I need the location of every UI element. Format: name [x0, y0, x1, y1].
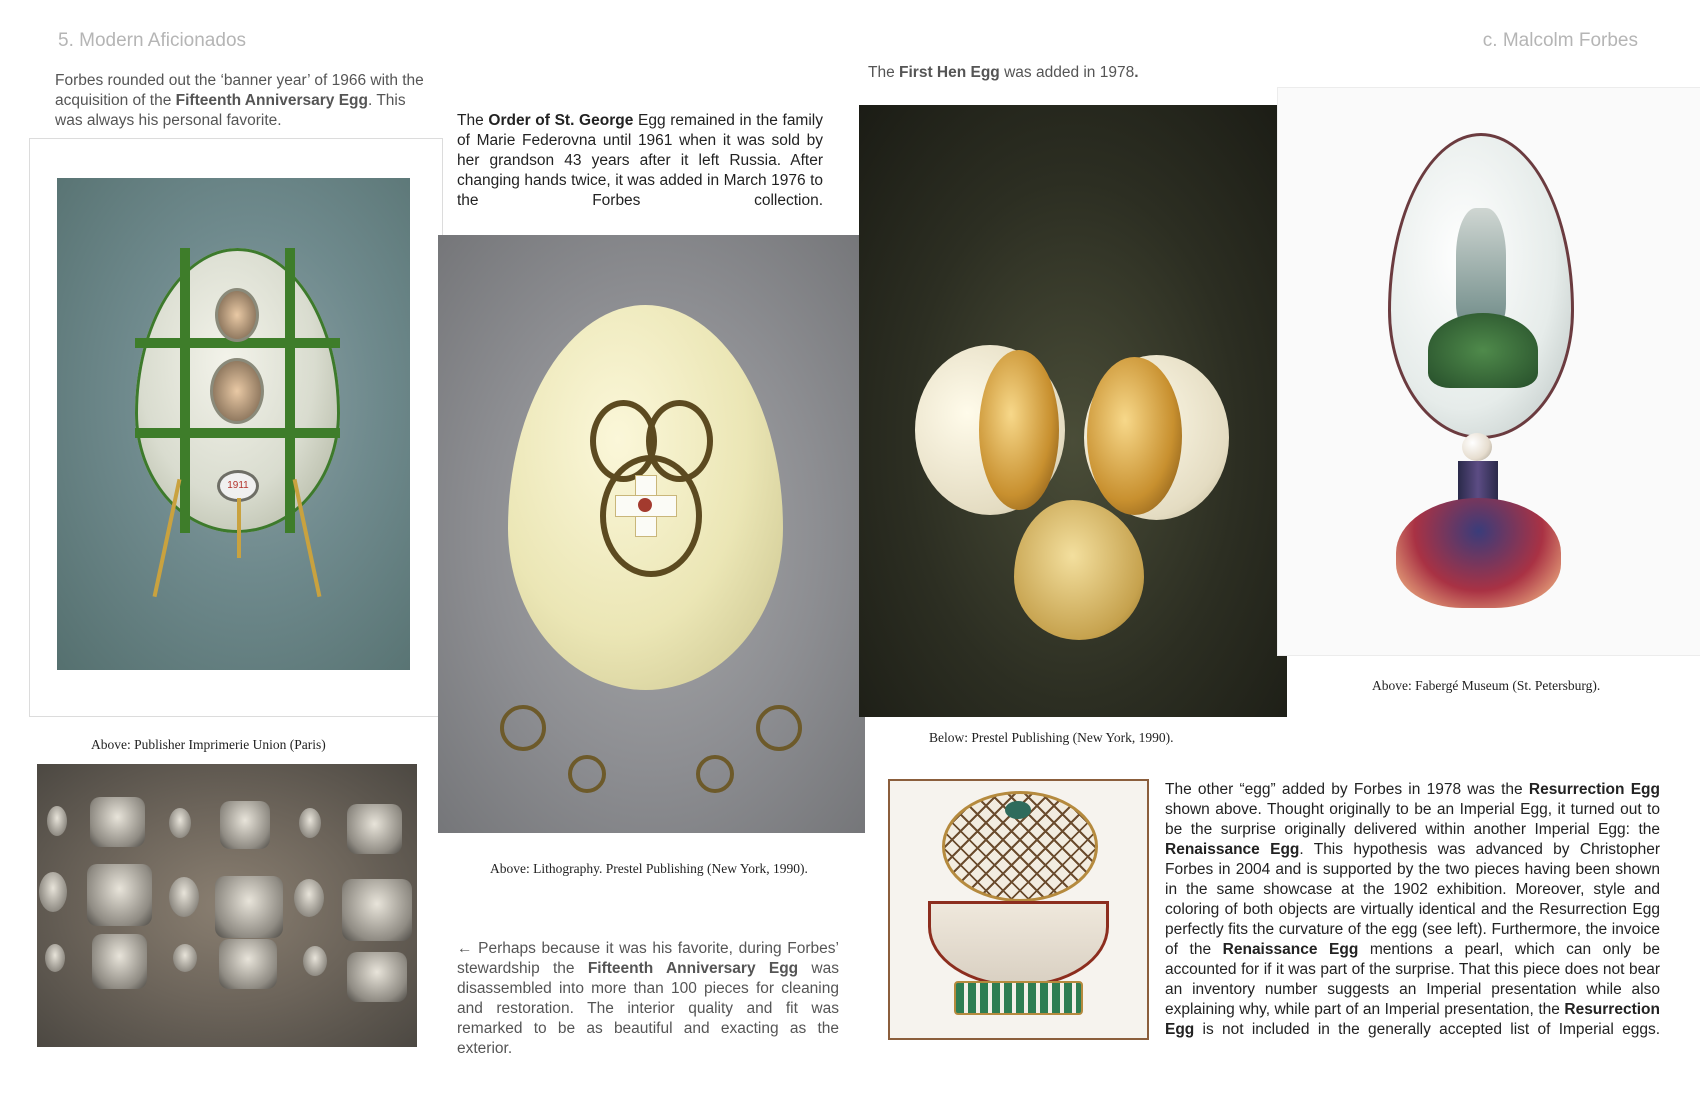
resurrection-egg-photo — [1277, 87, 1700, 656]
stand-scroll — [756, 705, 802, 751]
portrait-medallion — [215, 288, 259, 342]
resurrection-text: The other “egg” added by Forbes in 1978 was the — [1165, 781, 1529, 798]
intro-egg-name: Fifteenth Anniversary Egg — [175, 92, 368, 109]
st-george-caption: Above: Lithography. Prestel Publishing (New York, 1990). — [490, 861, 808, 876]
renaissance-egg-name: Renaissance Egg — [1222, 941, 1359, 958]
enamel-base — [1396, 498, 1561, 608]
gold-yolk — [1087, 357, 1182, 515]
fifteenth-caption: Above: Publisher Imprimerie Union (Paris) — [91, 737, 326, 752]
year-medallion: 1911 — [217, 470, 259, 502]
resurrection-egg-name: Resurrection Egg — [1165, 1001, 1660, 1038]
first-hen-period: . — [1134, 64, 1139, 81]
resurrection-text: is not included in the generally accepted list of Imperial eggs. — [1194, 1021, 1660, 1038]
subject-title: c. Malcolm Forbes — [1482, 30, 1638, 51]
hen-caption: Below: Prestel Publishing (New York, 1990). — [929, 730, 1174, 745]
stand-scroll — [696, 755, 734, 793]
st-george-text-end: Egg remained in the family of Marie Federovna until 1961 when it was sold by her grandson 43 years after it left Russia. After changing hands twice, it was added in March 1976 to the Forbes collection. — [457, 112, 823, 209]
resurrection-egg-name: Resurrection Egg — [1528, 781, 1660, 798]
gold-yolk-interior — [979, 350, 1059, 510]
stand-scroll — [500, 705, 546, 751]
first-hen-egg-name: First Hen Egg — [899, 64, 1000, 81]
first-hen-egg-photo — [859, 105, 1287, 717]
egg-bowl — [928, 901, 1109, 987]
tomb-mound — [1428, 313, 1538, 388]
renaissance-egg-photo — [888, 779, 1149, 1040]
fifteenth-anniversary-frame — [29, 138, 443, 717]
resurrection-caption: Above: Fabergé Museum (St. Petersburg). — [1372, 678, 1601, 693]
resurrection-text: shown above. Thought originally to be an Imperial Egg, it turned out to be the surprise originally delivered within another Imperial Egg: the — [1165, 801, 1660, 838]
order-of-st-george-egg-photo — [438, 235, 865, 833]
portrait-medallion — [210, 358, 264, 424]
restoration-text-end: was disassembled into more than 100 pieces for cleaning and restoration. The interior quality and fit was remarked to be as beautiful and exacting as the exterior. — [457, 960, 839, 1057]
st-george-paragraph — [457, 111, 823, 231]
renaissance-egg-name: Renaissance Egg — [1165, 841, 1300, 858]
restoration-paragraph — [457, 939, 839, 1079]
disassembled-panels-photo — [37, 764, 417, 1047]
restoration-egg-name: Fifteenth Anniversary Egg — [587, 960, 799, 977]
intro-text-end: . This was always his personal favorite. — [55, 92, 406, 129]
pearl — [1462, 433, 1492, 461]
stand-scroll — [568, 755, 606, 793]
gem — [1005, 801, 1031, 819]
first-hen-text-end: was added in 1978 — [999, 64, 1135, 81]
resurrection-paragraph — [1165, 780, 1660, 1060]
stand-leg — [237, 498, 241, 558]
christ-figure — [1456, 208, 1506, 328]
section-title: 5. Modern Aficionados — [58, 30, 247, 51]
st-george-text: The — [457, 112, 489, 129]
egg-shape — [508, 305, 783, 690]
intro-paragraph — [55, 71, 435, 131]
gold-hen — [1014, 500, 1144, 640]
resurrection-text: mentions a pearl, which can only be accounted for if it was part of the surprise. That this piece does not bear an inventory number suggests an Imperial presentation while also explaining why, while part of an Imperial presentation, the — [1165, 941, 1660, 1018]
fifteenth-anniversary-egg-photo — [57, 178, 410, 670]
first-hen-paragraph — [868, 63, 1139, 83]
intro-text: Forbes rounded out the ‘banner year’ of 1966 with the acquisition of the — [55, 72, 424, 109]
first-hen-text: The — [868, 64, 900, 81]
st-george-cross — [615, 475, 675, 535]
egg-shape — [135, 248, 340, 533]
arrow-left-icon: ← — [457, 940, 473, 957]
resurrection-text: . This hypothesis was advanced by Christopher Forbes in 2004 and is supported by the two pieces having been shown in the same showcase at the 1902 exhibition. Moreover, style and coloring of both objects are virtually identical and the Resurrection Egg perfectly fits the curvature of the egg (see left). Furthermore, the invoice of the — [1165, 841, 1660, 958]
egg-foot — [954, 981, 1083, 1015]
st-george-egg-name: Order of St. George — [488, 112, 634, 129]
restoration-text: Perhaps because it was his favorite, during Forbes’ stewardship the — [457, 940, 839, 977]
stem — [1458, 461, 1498, 501]
